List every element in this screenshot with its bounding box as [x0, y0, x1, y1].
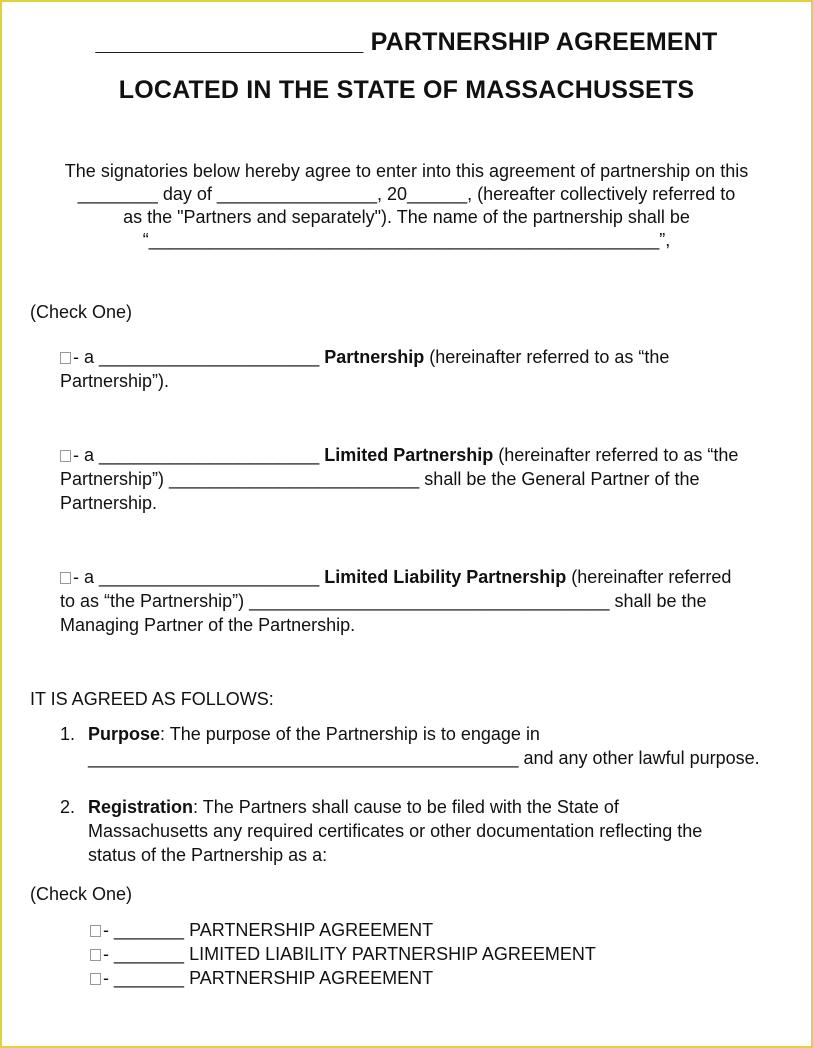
intro-line-4: “___________________________________________________”, [142, 230, 671, 250]
clause-registration-title: Registration [88, 797, 194, 817]
agreed-heading: IT IS AGREED AS FOLLOWS: [30, 689, 274, 709]
clause-registration-text-1: : The Partners shall cause to be filed with the State of [193, 797, 619, 817]
option-llp-bold: Limited Liability Partnership [324, 567, 567, 587]
option-partnership-prefix: - a ______________________ [73, 347, 325, 367]
registration-option-1-label: - _______ PARTNERSHIP AGREEMENT [103, 920, 434, 940]
intro-line-2-part-b: ______, (hereafter collectively referred to [407, 184, 736, 204]
clause-purpose-text-1: : The purpose of the Partnership is to engage in [160, 724, 540, 744]
intro-line-2-part-a: ________ day of ________________, 20 [77, 184, 408, 204]
checkbox-llp[interactable] [60, 572, 71, 584]
option-partnership [60, 345, 669, 369]
option-partnership-line-2: Partnership”). [60, 371, 170, 391]
clause-registration-text-2: Massachusetts any required certificates or other documentation reflecting the [88, 821, 703, 841]
option-llp-line-2: to as “the Partnership”) ____________________________________ shall be the [60, 591, 707, 611]
option-limited-partnership-line-3: Partnership. [60, 493, 158, 513]
option-llp-line-3: Managing Partner of the Partnership. [60, 615, 356, 635]
clause-registration-text-3: status of the Partnership as a: [88, 845, 328, 865]
registration-option-2 [90, 942, 596, 966]
checkbox-limited-partnership[interactable] [60, 450, 71, 462]
checkbox-registration-1[interactable] [90, 925, 101, 937]
agreement-title: ___________________ PARTNERSHIP AGREEMENT [95, 28, 718, 56]
clause-purpose-number: 1. [60, 724, 76, 744]
clause-registration-number: 2. [60, 797, 76, 817]
option-limited-partnership [60, 443, 738, 467]
option-partnership-bold: Partnership [324, 347, 425, 367]
intro-line-3: as the "Partners and separately"). The name of the partnership shall be [123, 207, 690, 227]
agreement-subtitle: LOCATED IN THE STATE OF MASSACHUSSETS [118, 76, 695, 104]
check-one-label-2: (Check One) [30, 884, 133, 904]
intro-line-2 [2, 182, 811, 206]
clause-purpose [60, 722, 540, 746]
option-llp [60, 565, 731, 589]
option-llp-prefix: - a ______________________ [73, 567, 325, 587]
registration-option-3 [90, 966, 433, 990]
clause-purpose-text-2: ___________________________________________ and any other lawful purpose. [88, 748, 760, 768]
option-partnership-suffix: (hereinafter referred to as “the [424, 347, 670, 367]
registration-option-3-label: - _______ PARTNERSHIP AGREEMENT [103, 968, 434, 988]
option-limited-partnership-prefix: - a ______________________ [73, 445, 325, 465]
intro-line-1: The signatories below hereby agree to enter into this agreement of partnership on this [64, 161, 749, 181]
clause-registration [60, 795, 619, 819]
registration-option-2-label: - _______ LIMITED LIABILITY PARTNERSHIP AGREEMENT [103, 944, 596, 964]
check-one-label: (Check One) [30, 302, 133, 322]
option-llp-suffix: (hereinafter referred [566, 567, 732, 587]
option-limited-partnership-suffix: (hereinafter referred to as “the [493, 445, 739, 465]
registration-option-1 [90, 918, 433, 942]
checkbox-registration-2[interactable] [90, 949, 101, 961]
clause-purpose-title: Purpose [88, 724, 161, 744]
checkbox-registration-3[interactable] [90, 973, 101, 985]
option-limited-partnership-line-2: Partnership”) _________________________ shall be the General Partner of the [60, 469, 700, 489]
option-limited-partnership-bold: Limited Partnership [324, 445, 494, 465]
checkbox-partnership[interactable] [60, 352, 71, 364]
